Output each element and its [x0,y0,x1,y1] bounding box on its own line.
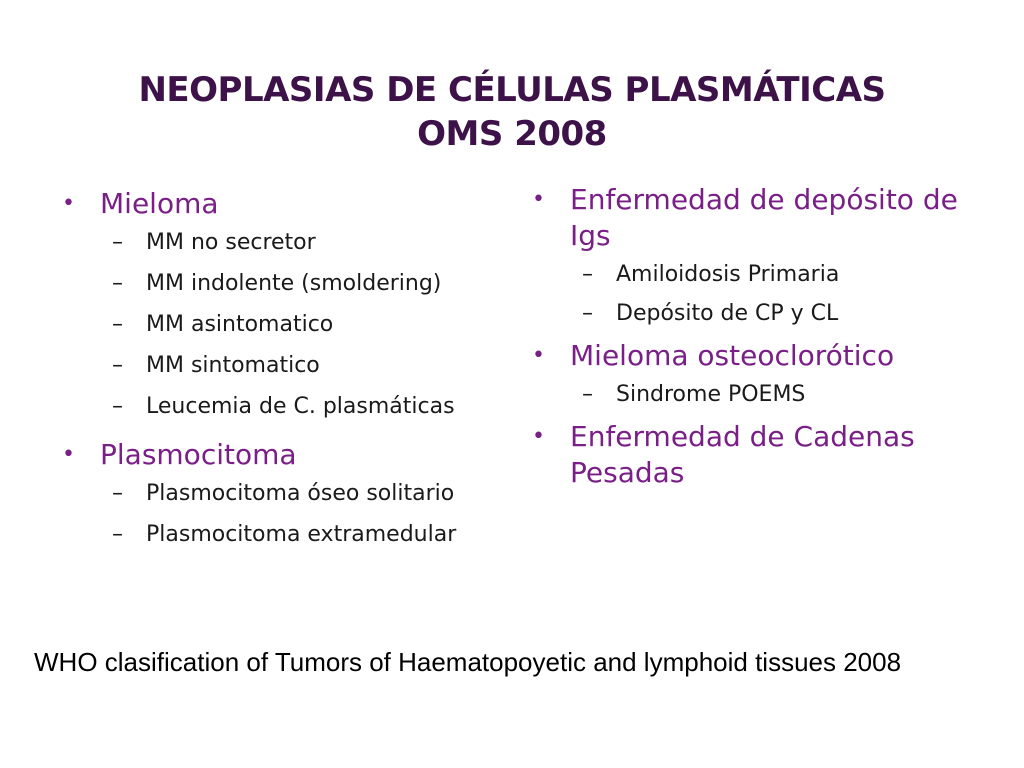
sub-item-label: Sindrome POEMS [616,382,806,407]
bullet-item-mieloma [60,186,500,222]
sub-item [530,260,990,290]
sub-item-label: MM no secretor [146,230,316,255]
dash-icon: – [112,312,123,337]
sub-item-label: Plasmocitoma óseo solitario [146,481,455,506]
dash-icon: – [582,301,593,326]
bullet-label: Enfermedad de Cadenas Pesadas [570,420,915,489]
sub-item [60,351,500,381]
bullet-label: Plasmocitoma [100,438,297,471]
bullet-item-deposito-igs [530,182,990,254]
dash-icon: – [582,382,593,407]
bullet-icon: • [62,442,75,467]
bullet-icon: • [62,191,75,216]
sub-item [60,310,500,340]
dash-icon: – [112,230,123,255]
sub-item [60,269,500,299]
bullet-icon: • [532,343,545,368]
sub-item [60,392,500,422]
sub-item-label: Plasmocitoma extramedular [146,522,457,547]
bullet-icon: • [532,424,545,449]
sub-item [530,380,990,410]
dash-icon: – [112,522,123,547]
sub-item-label: MM asintomatico [146,312,334,337]
bullet-icon: • [532,187,545,212]
dash-icon: – [582,262,593,287]
title-line-1: NEOPLASIAS DE CÉLULAS PLASMÁTICAS [138,70,886,110]
sub-item [530,299,990,329]
sub-item-label: Amiloidosis Primaria [616,262,840,287]
bullet-label: Mieloma [100,187,219,220]
right-column [530,182,990,497]
bullet-item-plasmocitoma [60,437,500,473]
dash-icon: – [112,481,123,506]
sub-item-label: Depósito de CP y CL [616,301,839,326]
left-column [60,186,500,561]
sub-item-label: MM sintomatico [146,353,320,378]
dash-icon: – [112,271,123,296]
bullet-label: Mieloma osteoclorótico [570,339,895,372]
sub-item [60,520,500,550]
bullet-item-mieloma-osteoclorotico [530,338,990,374]
footnote-source: WHO clasification of Tumors of Haematopoyetic and lymphoid tissues 2008 [34,647,902,677]
bullet-item-cadenas-pesadas [530,419,990,491]
sub-item [60,479,500,509]
slide-title [0,68,1024,156]
sub-item-label: MM indolente (smoldering) [146,271,442,296]
dash-icon: – [112,353,123,378]
sub-item-label: Leucemia de C. plasmáticas [146,394,455,419]
dash-icon: – [112,394,123,419]
title-line-2: OMS 2008 [417,114,607,154]
bullet-label: Enfermedad de depósito de Igs [570,183,958,252]
sub-item [60,228,500,258]
